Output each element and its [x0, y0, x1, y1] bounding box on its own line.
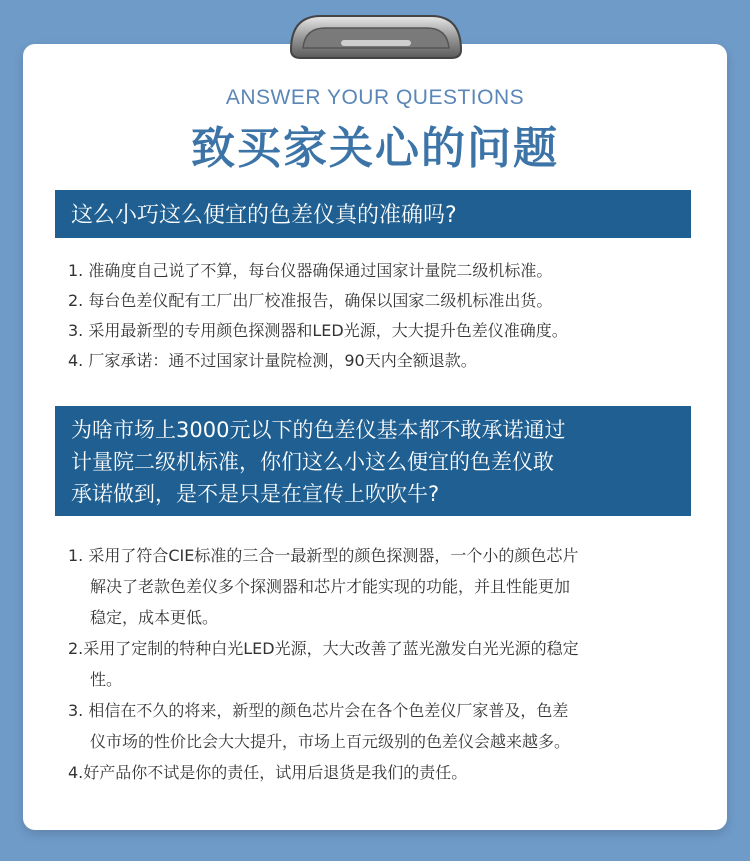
list-item: [68, 540, 688, 633]
question-bar-2: [55, 406, 691, 516]
question-line: 承诺做到，是不是只是在宣传上吹吹牛?: [71, 482, 440, 506]
list-item: [68, 633, 688, 695]
answer-line: 2.采用了定制的特种白光LED光源，大大改善了蓝光激发白光光源的稳定: [68, 639, 579, 658]
page-title: 致买家关心的问题: [191, 123, 559, 174]
answer-line: 仪市场的性价比会大大提升，市场上百元级别的色差仪会越来越多。: [90, 732, 571, 751]
clipboard-clip-icon: [281, 10, 471, 62]
question-bar-1: 这么小巧这么便宜的色差仪真的准确吗?: [55, 190, 691, 238]
list-item: 2. 每台色差仪配有工厂出厂校准报告，确保以国家二级机标准出货。: [68, 291, 553, 310]
answer-line: 解决了老款色差仪多个探测器和芯片才能实现的功能，并且性能更加: [90, 577, 571, 596]
answer-list-2: [68, 540, 688, 788]
answer-list-1: [68, 259, 688, 379]
answer-line: 性。: [90, 670, 123, 689]
answer-line: 稳定，成本更低。: [90, 608, 219, 627]
answer-line: 4.好产品你不试是你的责任，试用后退货是我们的责任。: [68, 763, 468, 782]
answer-line: 1. 采用了符合CIE标准的三合一最新型的颜色探测器，一个小的颜色芯片: [68, 546, 579, 565]
list-item: [68, 757, 688, 788]
question-line: 为啥市场上3000元以下的色差仪基本都不敢承诺通过: [71, 418, 566, 442]
list-item: 3. 采用最新型的专用颜色探测器和LED光源，大大提升色差仪准确度。: [68, 321, 568, 340]
list-item: 1. 准确度自己说了不算，每台仪器确保通过国家计量院二级机标准。: [68, 261, 553, 280]
question-line: 计量院二级机标准，你们这么小这么便宜的色差仪敢: [71, 450, 554, 474]
list-item: [68, 695, 688, 757]
eyebrow-text: ANSWER YOUR QUESTIONS: [225, 86, 525, 109]
list-item: 4. 厂家承诺：通不过国家计量院检测，90天内全额退款。: [68, 351, 477, 370]
answer-line: 3. 相信在不久的将来，新型的颜色芯片会在各个色差仪厂家普及，色差: [68, 701, 569, 720]
